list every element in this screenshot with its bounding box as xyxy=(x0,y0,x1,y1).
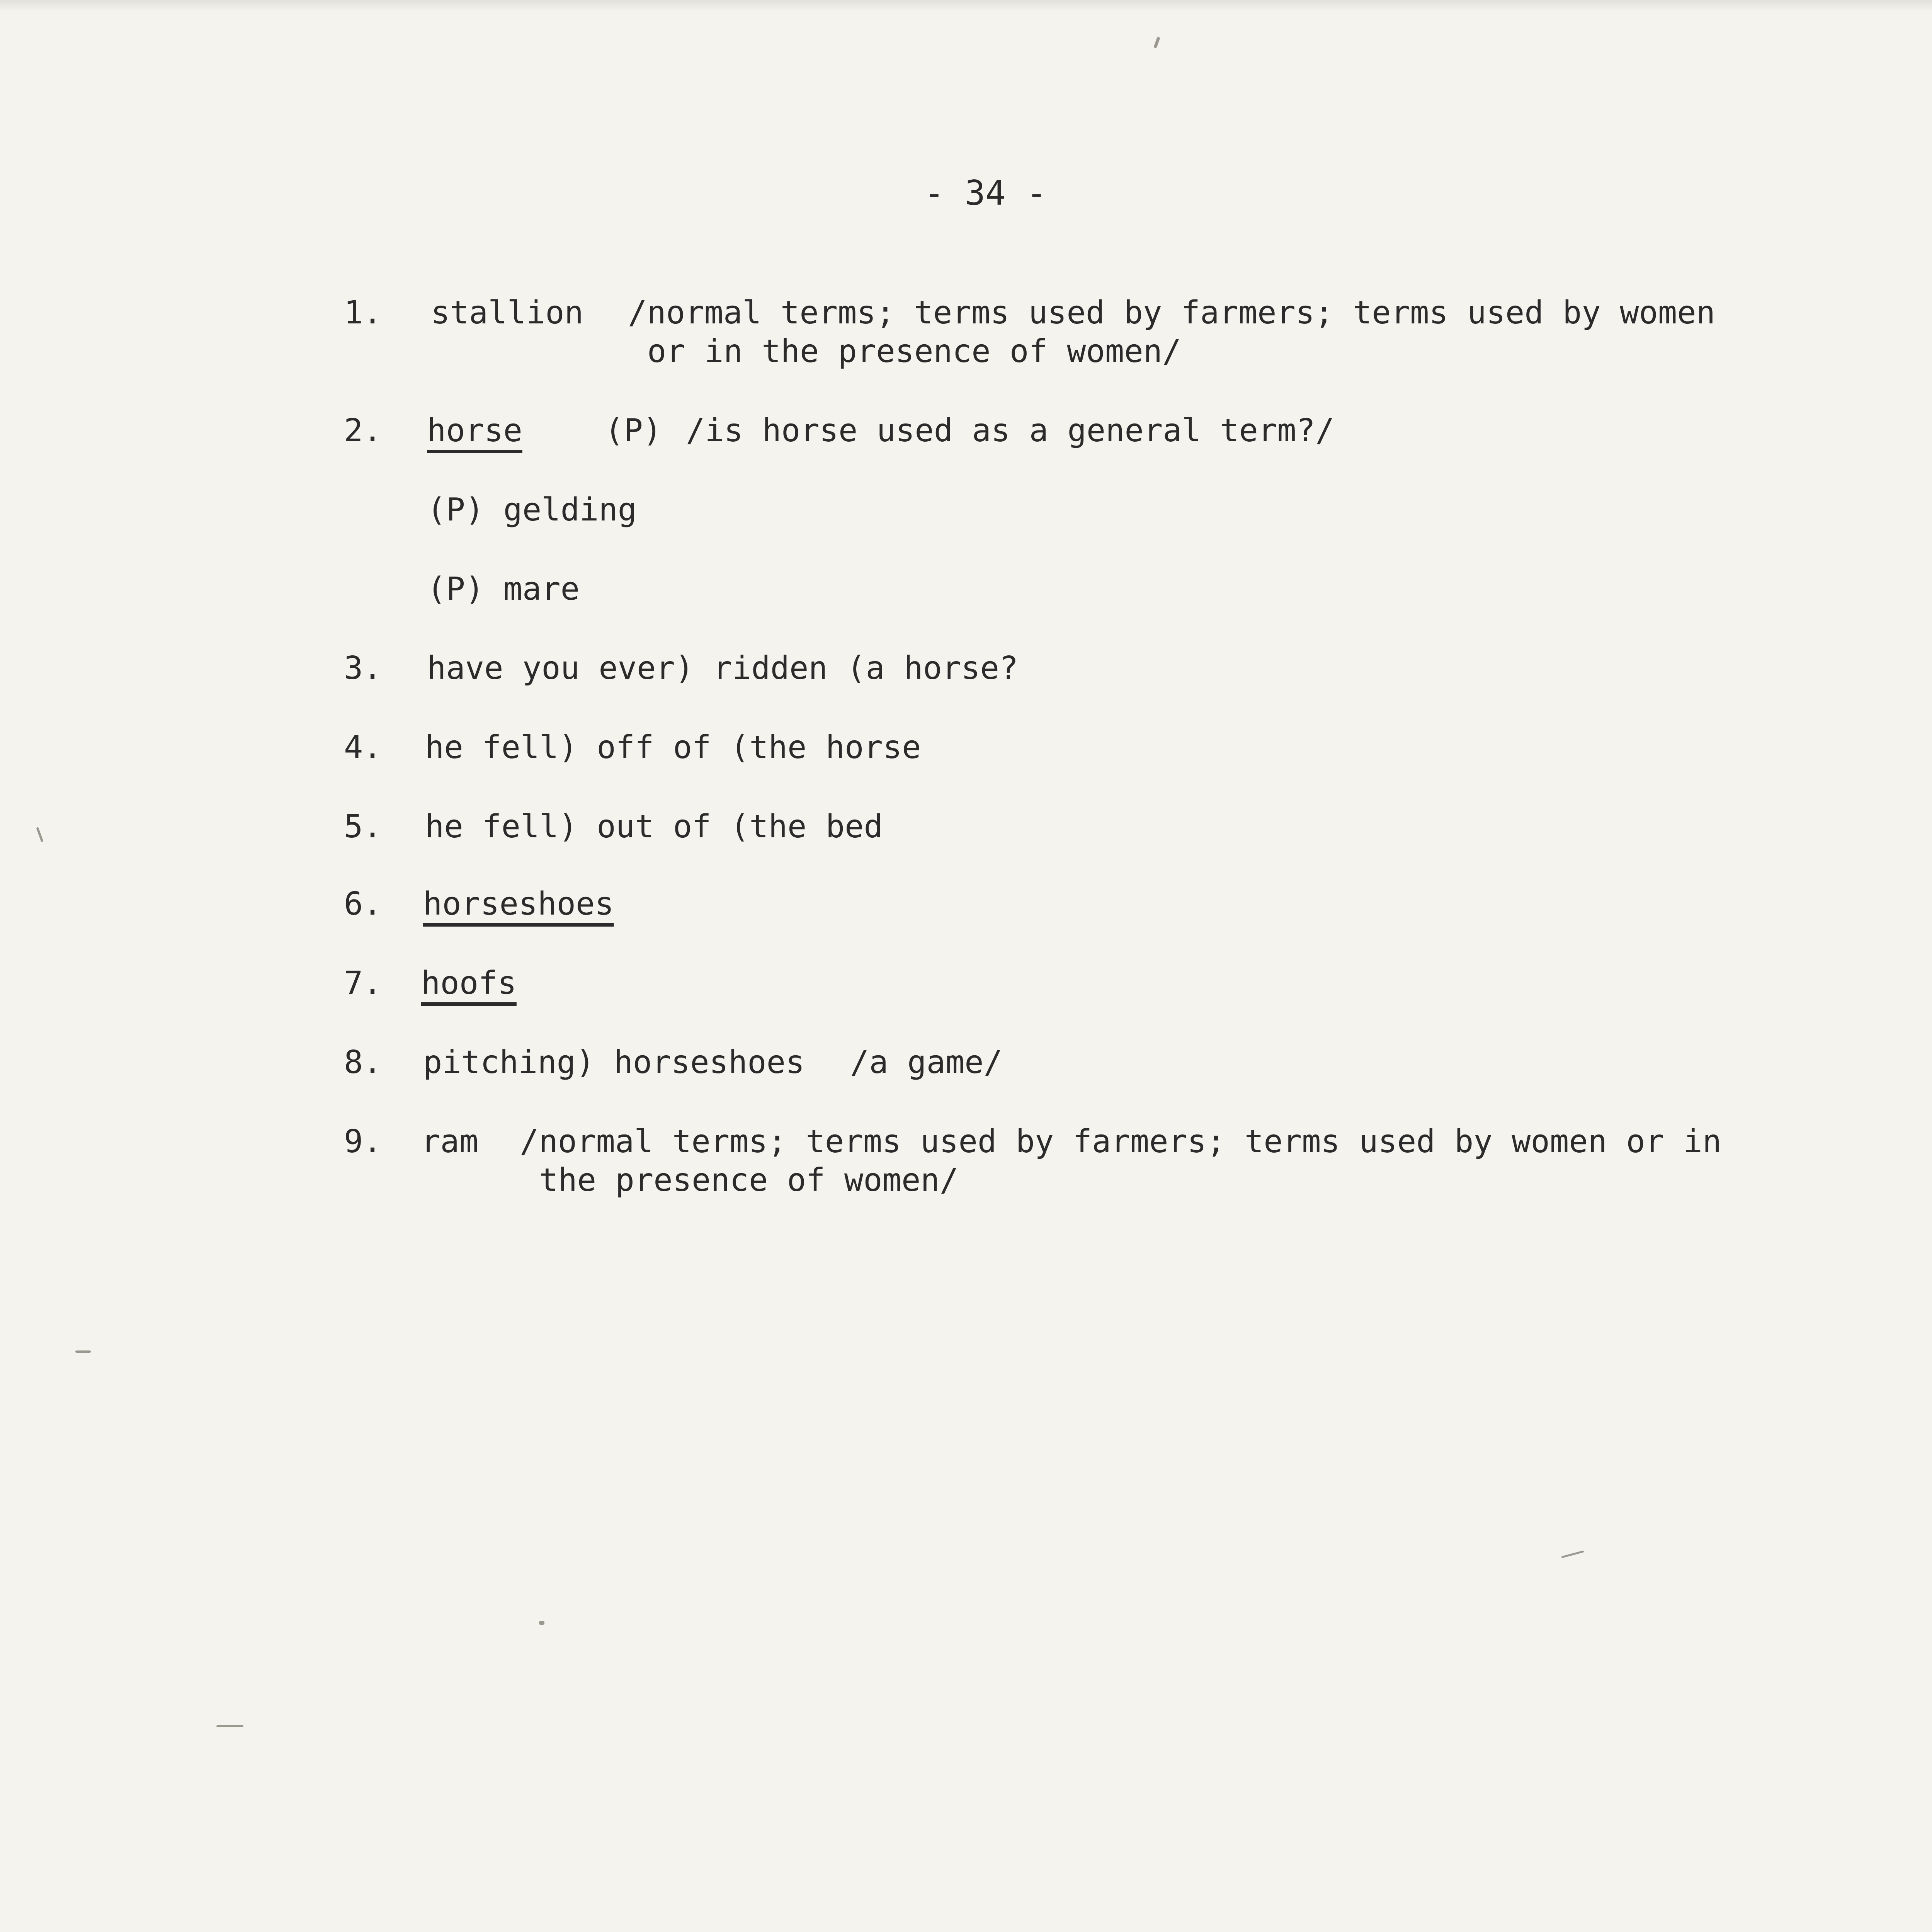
item-marker: (P) xyxy=(605,412,662,449)
item-word: hoofs xyxy=(421,965,517,1002)
item-note: /normal terms; terms used by farmers; terms used by women or in xyxy=(520,1123,1722,1160)
item-word: horse xyxy=(427,412,522,449)
item-word: horseshoes xyxy=(423,886,614,922)
page-number: - 34 - xyxy=(924,173,1047,213)
item-number: 3. xyxy=(344,650,382,687)
item-word: ram xyxy=(421,1123,479,1160)
item-number: 5. xyxy=(344,808,382,845)
item-number: 1. xyxy=(344,294,382,331)
item-text: he fell) off of (the horse xyxy=(425,729,921,766)
item-number: 2. xyxy=(344,412,382,449)
paper-edge xyxy=(0,0,1932,12)
paper-speck xyxy=(216,1725,243,1727)
item-note-continued: the presence of women/ xyxy=(539,1162,959,1199)
sub-item: (P) mare xyxy=(427,571,580,607)
item-text: he fell) out of (the bed xyxy=(425,808,883,845)
item-note: /is horse used as a general term?/ xyxy=(686,412,1335,449)
item-text: pitching) horseshoes xyxy=(423,1044,805,1081)
item-note: /a game/ xyxy=(850,1044,1003,1081)
item-number: 9. xyxy=(344,1123,382,1160)
sub-item: (P) gelding xyxy=(427,492,637,528)
item-number: 4. xyxy=(344,729,382,766)
item-word: stallion xyxy=(431,294,583,331)
item-note-continued: or in the presence of women/ xyxy=(647,333,1182,370)
item-number: 7. xyxy=(344,965,382,1002)
item-number: 6. xyxy=(344,886,382,922)
paper-speck xyxy=(75,1350,91,1353)
paper-speck xyxy=(36,827,43,842)
paper-speck xyxy=(539,1621,544,1625)
paper-speck xyxy=(1561,1550,1584,1558)
item-note: /normal terms; terms used by farmers; terms used by women xyxy=(628,294,1715,331)
item-number: 8. xyxy=(344,1044,382,1081)
item-text: have you ever) ridden (a horse? xyxy=(427,650,1019,687)
paper-speck xyxy=(1153,37,1160,49)
